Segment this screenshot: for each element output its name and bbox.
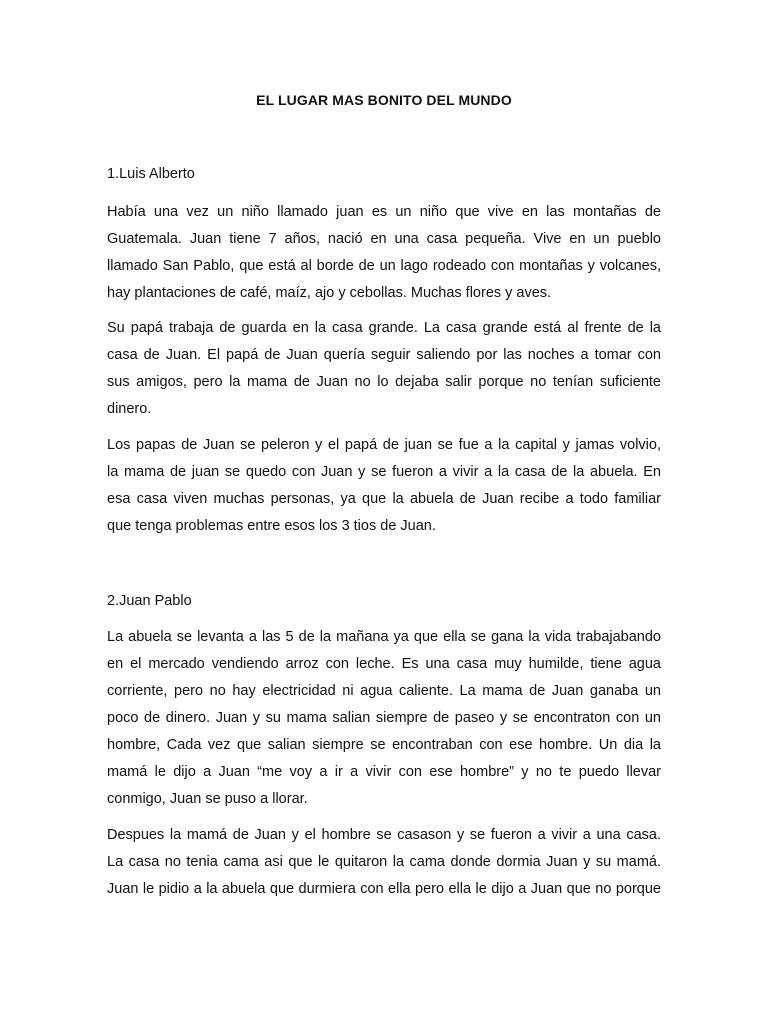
paragraph bbox=[107, 432, 661, 540]
section-heading-1: 1.Luis Alberto bbox=[107, 166, 195, 182]
paragraph-line: conmigo, Juan se puso a llorar. bbox=[107, 791, 308, 807]
paragraph-line: corriente, pero no hay electricidad ni agua caliente. La mama de Juan ganaba un bbox=[107, 683, 661, 699]
paragraph-line: Despues la mamá de Juan y el hombre se casason y se fueron a vivir a una casa. bbox=[107, 827, 661, 843]
paragraph bbox=[107, 315, 661, 423]
paragraph-line: dinero. bbox=[107, 401, 152, 417]
paragraph-line: La casa no tenia cama asi que le quitaron la cama donde dormia Juan y su mamá. bbox=[107, 854, 661, 870]
paragraph bbox=[107, 822, 661, 903]
section-heading-2: 2.Juan Pablo bbox=[107, 593, 192, 609]
paragraph-line: mamá le dijo a Juan “me voy a ir a vivir con ese hombre” y no te puedo llevar bbox=[107, 764, 661, 780]
paragraph bbox=[107, 199, 661, 307]
paragraph-line: sus amigos, pero la mama de Juan no lo dejaba salir porque no tenían suficiente bbox=[107, 374, 661, 390]
paragraph-line: Juan le pidio a la abuela que durmiera con ella pero ella le dijo a Juan que no porque bbox=[107, 881, 661, 897]
paragraph-line: la mama de juan se quedo con Juan y se fueron a vivir a la casa de la abuela. En bbox=[107, 464, 661, 480]
paragraph-line: Su papá trabaja de guarda en la casa grande. La casa grande está al frente de la bbox=[107, 320, 661, 336]
paragraph-line: Los papas de Juan se peleron y el papá de juan se fue a la capital y jamas volvio, bbox=[107, 437, 661, 453]
paragraph-line: Guatemala. Juan tiene 7 años, nació en una casa pequeña. Vive en un pueblo bbox=[107, 231, 661, 247]
paragraph-line: que tenga problemas entre esos los 3 tios de Juan. bbox=[107, 518, 436, 534]
paragraph-line: La abuela se levanta a las 5 de la mañana ya que ella se gana la vida trabajabando bbox=[107, 629, 661, 645]
paragraph-line: Había una vez un niño llamado juan es un niño que vive en las montañas de bbox=[107, 204, 661, 220]
paragraph-line: esa casa viven muchas personas, ya que la abuela de Juan recibe a todo familiar bbox=[107, 491, 661, 507]
document-title: EL LUGAR MAS BONITO DEL MUNDO bbox=[256, 92, 512, 108]
paragraph-line: en el mercado vendiendo arroz con leche. Es una casa muy humilde, tiene agua bbox=[107, 656, 661, 672]
paragraph bbox=[107, 624, 661, 813]
paragraph-line: hombre, Cada vez que salian siempre se encontraban con ese hombre. Un dia la bbox=[107, 737, 661, 753]
paragraph-line: poco de dinero. Juan y su mama salian siempre de paseo y se encontraton con un bbox=[107, 710, 661, 726]
paragraph-line: llamado San Pablo, que está al borde de un lago rodeado con montañas y volcanes, bbox=[107, 258, 661, 274]
paragraph-line: casa de Juan. El papá de Juan quería seguir saliendo por las noches a tomar con bbox=[107, 347, 661, 363]
paragraph-line: hay plantaciones de café, maíz, ajo y cebollas. Muchas flores y aves. bbox=[107, 285, 552, 301]
